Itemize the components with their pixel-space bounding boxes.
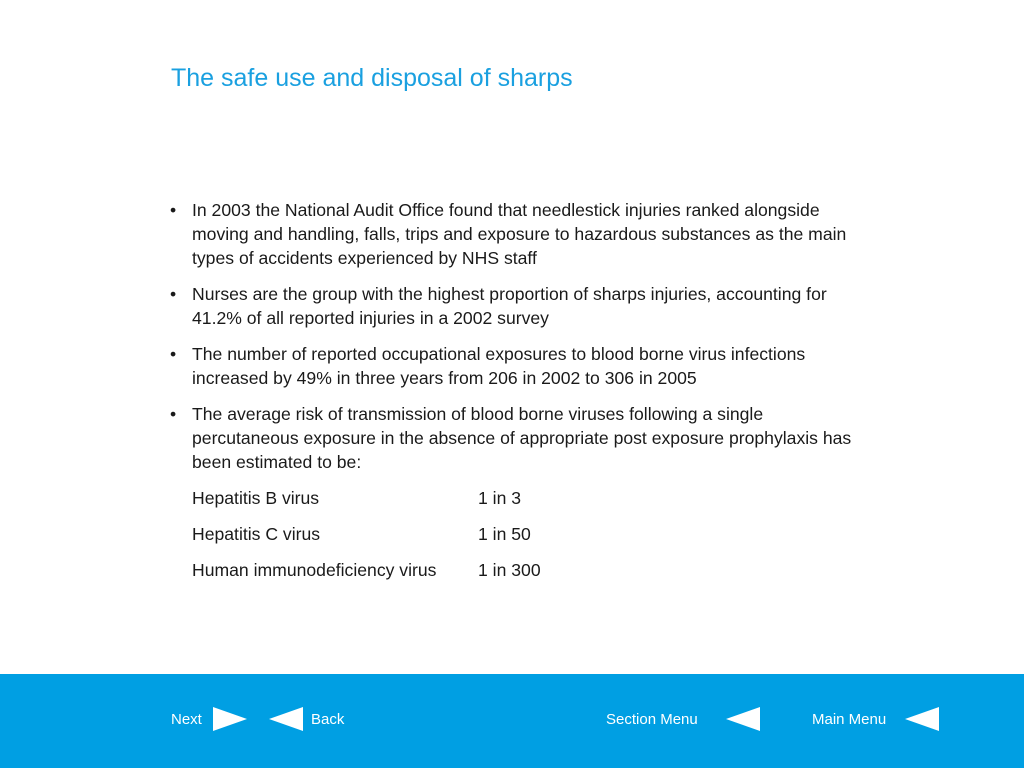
bullet-dot: • xyxy=(170,200,177,220)
back-link[interactable]: Back xyxy=(311,711,345,728)
bullet-text: The number of reported occupational exposures to blood borne virus infections increased by 49% in three years from 206 in 2002 to 306 in 2005 xyxy=(192,344,806,388)
bullet-dot: • xyxy=(170,284,177,304)
bullet-dot: • xyxy=(170,404,177,424)
bullet-item xyxy=(168,198,868,270)
risk-row xyxy=(168,486,868,510)
bullet-item xyxy=(168,282,868,330)
main-menu-arrow-icon[interactable] xyxy=(905,707,939,731)
risk-virus: Human immunodeficiency virus xyxy=(192,560,437,580)
back-arrow-icon[interactable] xyxy=(269,707,303,731)
bullet-item xyxy=(168,402,868,474)
risk-row xyxy=(168,522,868,546)
next-link[interactable]: Next xyxy=(171,711,202,728)
risk-row xyxy=(168,558,868,582)
main-menu-link[interactable]: Main Menu xyxy=(812,711,887,728)
slide-content xyxy=(168,198,868,594)
risk-virus: Hepatitis C virus xyxy=(192,524,321,544)
bullet-dot: • xyxy=(170,344,177,364)
bullet-item xyxy=(168,342,868,390)
risk-value: 1 in 3 xyxy=(478,488,522,508)
risk-virus: Hepatitis B virus xyxy=(192,488,320,508)
footer-nav-bar xyxy=(0,674,1024,768)
bullet-text: The average risk of transmission of blood borne viruses following a single percutaneous exposure in the absence of appropriate post exposure prophylaxis has been estimated to be: xyxy=(192,404,852,472)
risk-value: 1 in 300 xyxy=(478,560,541,580)
bullet-text: Nurses are the group with the highest proportion of sharps injuries, accounting for 41.2% of all reported injuries in a 2002 survey xyxy=(192,284,827,328)
risk-value: 1 in 50 xyxy=(478,524,531,544)
section-menu-arrow-icon[interactable] xyxy=(726,707,760,731)
bullet-text: In 2003 the National Audit Office found that needlestick injuries ranked alongside moving and handling, falls, trips and exposure to hazardous substances as the main types of accidents experienced by NHS staff xyxy=(192,200,847,268)
section-menu-link[interactable]: Section Menu xyxy=(606,711,698,728)
page-title: The safe use and disposal of sharps xyxy=(171,64,573,92)
next-arrow-icon[interactable] xyxy=(213,707,247,731)
